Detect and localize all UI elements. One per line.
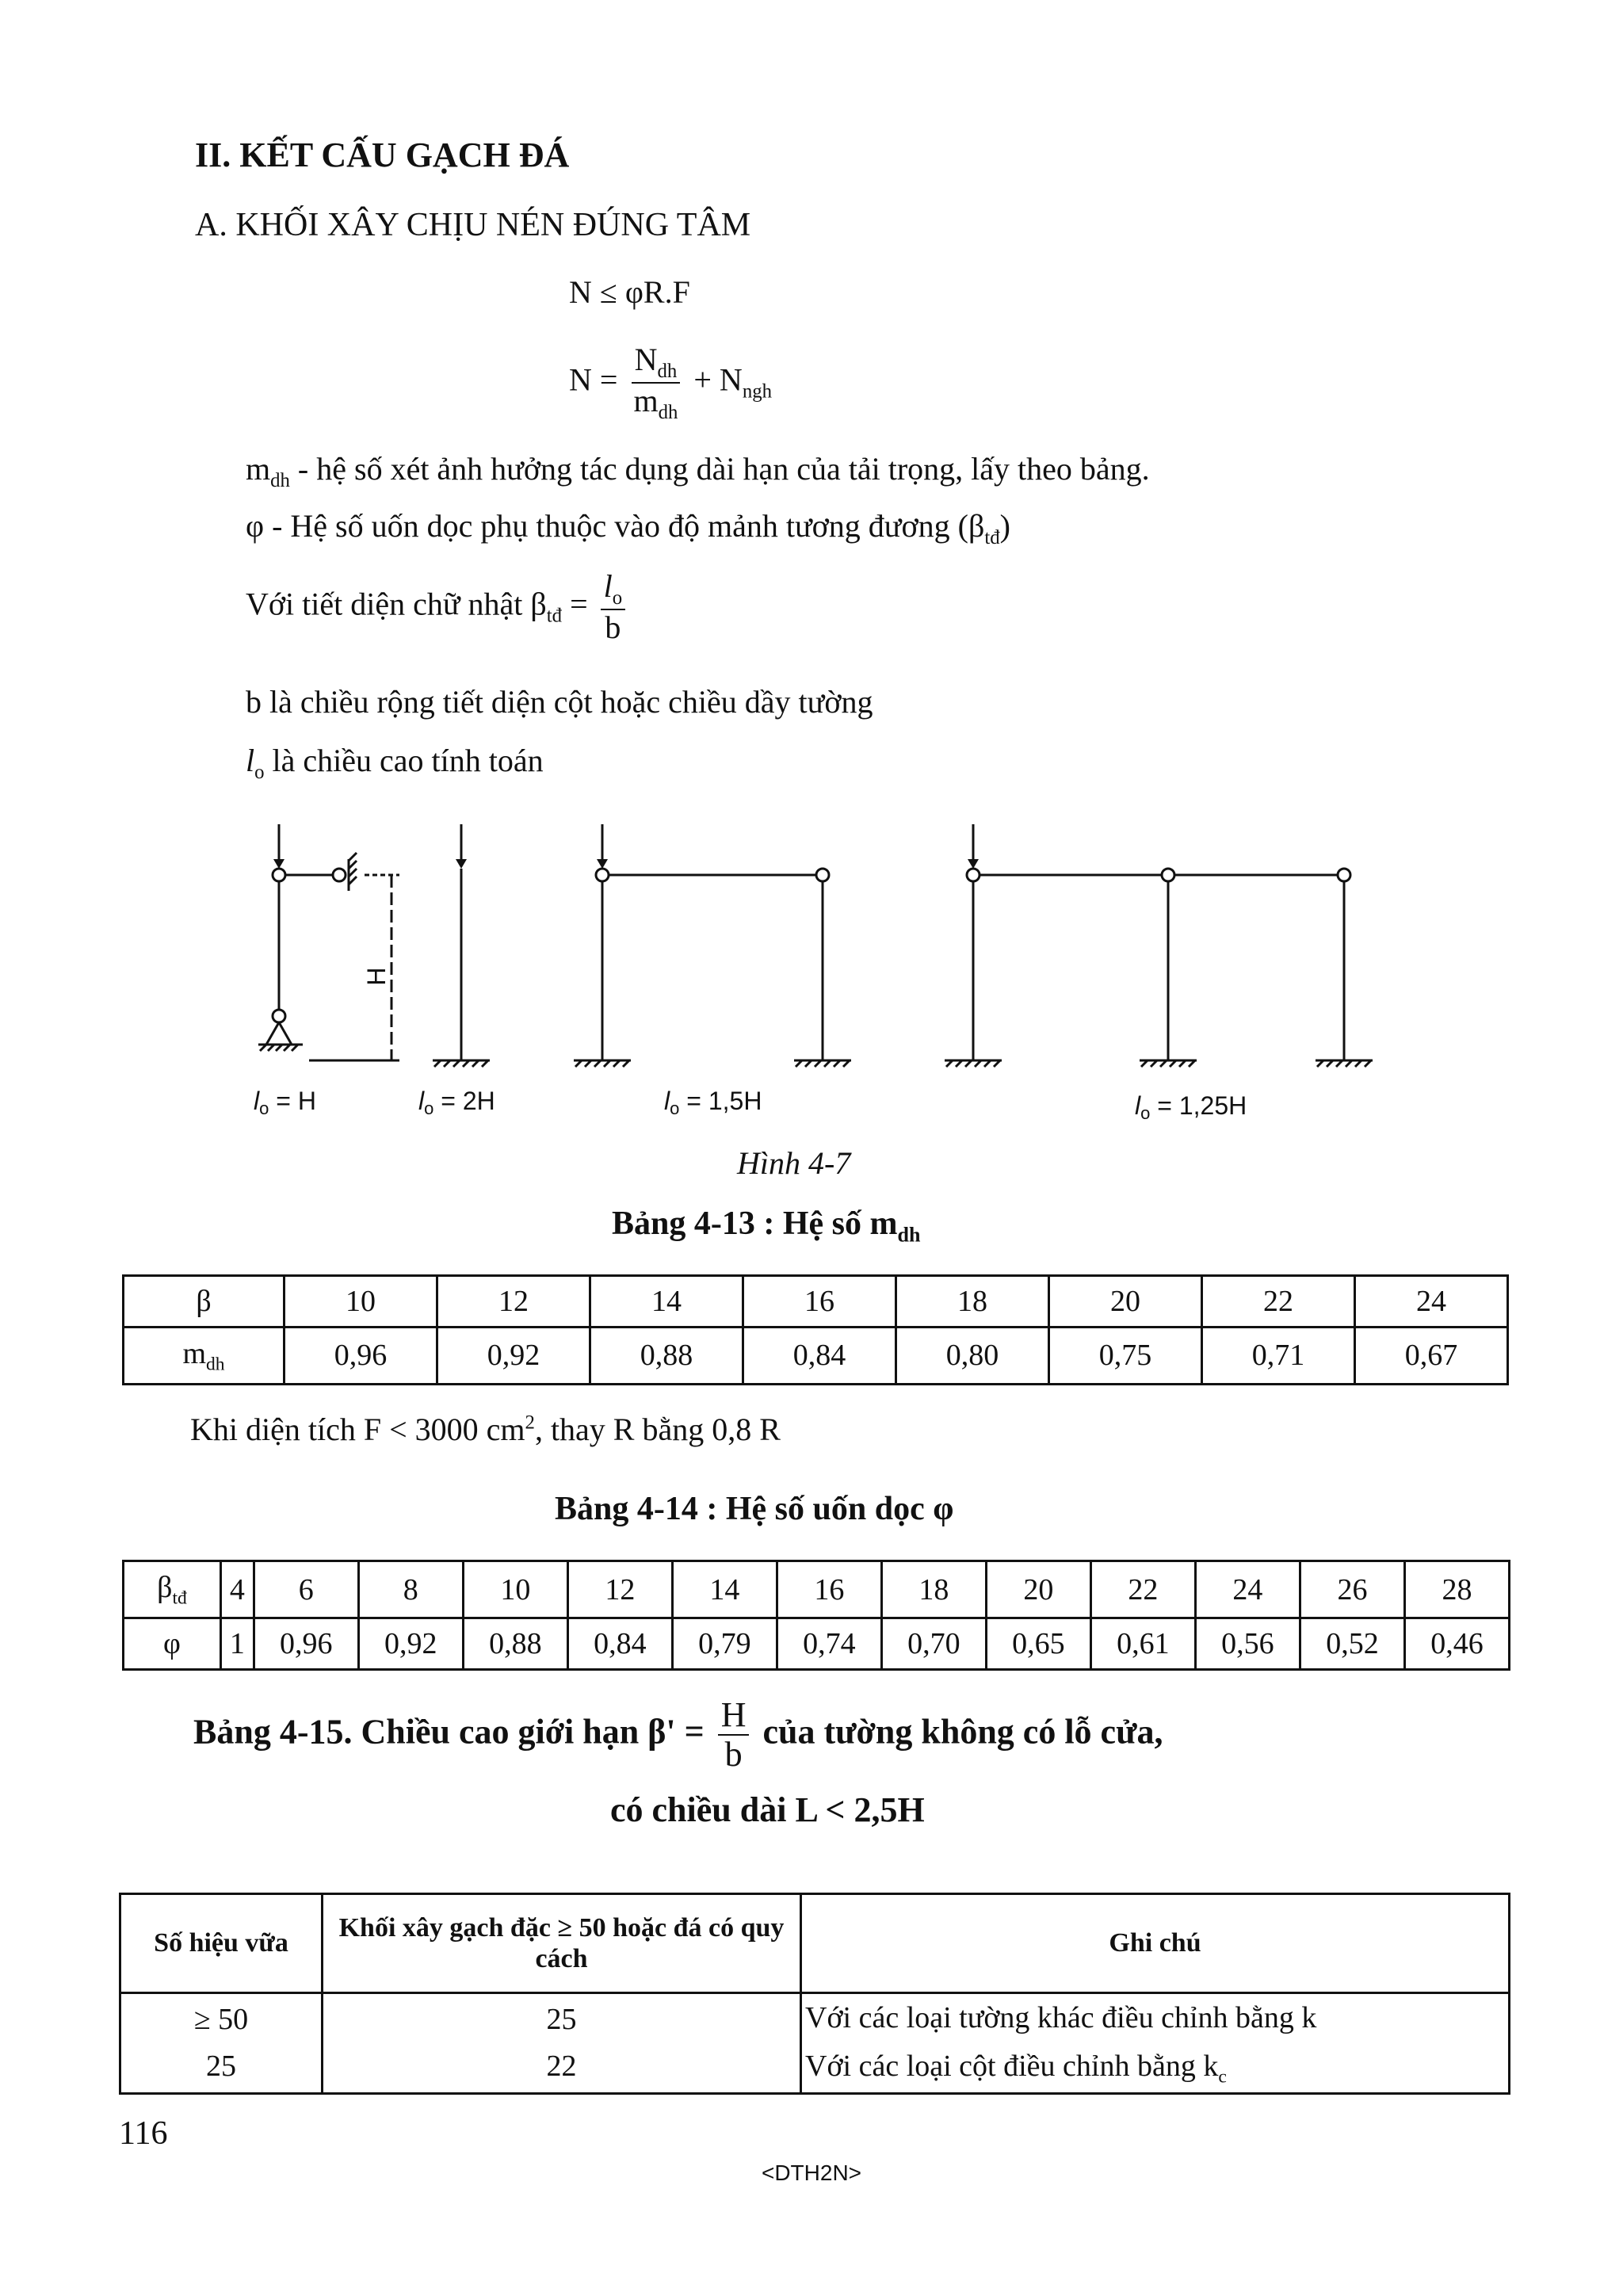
table15-body	[120, 1993, 1510, 2094]
rect-section-sub: tđ	[546, 605, 563, 627]
definition-b: b là chiều rộng tiết diện cột hoặc chiều dầy tường	[246, 684, 873, 720]
formula-axial-force	[569, 342, 772, 424]
subsection-title: A. KHỐI XÂY CHỊU NÉN ĐÚNG TÂM	[195, 207, 751, 243]
section-title: II. KẾT CẤU GẠCH ĐÁ	[195, 136, 570, 174]
l0-text: là chiều cao tính toán	[264, 743, 544, 778]
row-label-beta: β	[124, 1276, 285, 1328]
table-row-phi	[124, 1618, 1510, 1670]
table-cell: 10	[285, 1276, 437, 1328]
table-cell: 0,84	[567, 1618, 672, 1670]
l0-symbol: l	[246, 743, 255, 778]
formula-strength: N ≤ φR.F	[569, 274, 690, 310]
table-cell: 0,71	[1202, 1327, 1355, 1384]
table13-caption	[612, 1205, 920, 1247]
table-cell: 14	[672, 1561, 777, 1618]
fraction-denominator: m	[633, 383, 659, 419]
table-cell: 18	[881, 1561, 986, 1618]
mortar-value: 25	[206, 2050, 236, 2084]
table-cell: 0,79	[672, 1618, 777, 1670]
formula-lhs: N =	[569, 361, 618, 398]
table15-note-cell	[801, 1993, 1510, 2094]
table-cell: 16	[777, 1561, 881, 1618]
figure-caption: Hình 4-7	[737, 1145, 851, 1181]
figure-effective-length	[230, 808, 1403, 1141]
row-label-beta-td-sub: tđ	[172, 1587, 187, 1609]
note-line	[805, 2043, 1507, 2092]
table-mdh	[122, 1274, 1509, 1385]
header-masonry: Khối xây gạch đặc ≥ 50 hoặc đá có quy cách	[323, 1894, 801, 1993]
table-cell: 12	[567, 1561, 672, 1618]
table-row-mdh	[124, 1327, 1508, 1384]
table15-fraction-num: H	[718, 1696, 750, 1736]
row-label-mdh-sub: dh	[206, 1354, 225, 1375]
table15-fraction-den: b	[724, 1735, 743, 1775]
table-cell: 0,61	[1090, 1618, 1195, 1670]
rect-section-text: Với tiết diện chữ nhật β	[246, 586, 547, 622]
table15-mortar-cell	[120, 1993, 323, 2094]
rect-section-eq: =	[562, 586, 588, 622]
table-cell: 0,84	[743, 1327, 896, 1384]
table-cell: 0,70	[881, 1618, 986, 1670]
table15-value-cell	[323, 1993, 801, 2094]
table-row-beta	[124, 1276, 1508, 1328]
formula-plus-term: + N	[693, 361, 743, 398]
row-label-mdh-text: m	[182, 1336, 206, 1370]
label-l0-H: lo = H	[254, 1087, 316, 1118]
table-cell: 28	[1404, 1561, 1509, 1618]
table-cell: 26	[1300, 1561, 1404, 1618]
table15-header-row	[120, 1894, 1510, 1993]
l0-symbol-sub: o	[254, 762, 265, 783]
table-cell: 20	[986, 1561, 1090, 1618]
note-area	[190, 1411, 781, 1448]
table13-caption-sub: dh	[897, 1223, 921, 1247]
table-cell: 0,46	[1404, 1618, 1509, 1670]
slenderness-numerator: l	[603, 568, 613, 604]
table-cell: 0,92	[358, 1618, 463, 1670]
header-notes: Ghi chú	[801, 1894, 1510, 1993]
note-area-sup: 2	[525, 1412, 535, 1434]
note-area-text2: , thay R bằng 0,8 R	[534, 1412, 781, 1447]
table15-caption	[193, 1696, 1163, 1775]
label-l0-2H: lo = 2H	[418, 1087, 495, 1118]
table-cell: 1	[221, 1618, 254, 1670]
table15-caption-b: của tường không có lỗ cửa,	[762, 1712, 1163, 1752]
footer-code: <DTH2N>	[761, 2160, 862, 2185]
row-label-phi: φ	[124, 1618, 221, 1670]
phi-close: )	[999, 508, 1010, 544]
definition-mdh	[246, 450, 1150, 492]
table15-caption-line2: có chiều dài L < 2,5H	[610, 1790, 925, 1829]
note-line	[805, 1995, 1507, 2043]
table-cell: 0,52	[1300, 1618, 1404, 1670]
table-cell: 22	[1090, 1561, 1195, 1618]
table14-caption: Bảng 4-14 : Hệ số uốn dọc φ	[555, 1491, 954, 1527]
slenderness-fraction	[601, 569, 626, 645]
table-cell: 0,67	[1355, 1327, 1508, 1384]
note-text: Với các loại cột điều chỉnh bằng k	[805, 2050, 1219, 2084]
mdh-text: - hệ số xét ảnh hưởng tác dụng dài hạn của tải trọng, lấy theo bảng.	[289, 451, 1150, 487]
phi-text: φ - Hệ số uốn dọc phụ thuộc vào độ mảnh tương đương (β	[246, 508, 985, 544]
slenderness-numerator-sub: o	[612, 587, 623, 609]
page-number: 116	[119, 2115, 168, 2152]
label-l0-1-5H: lo = 1,5H	[664, 1087, 762, 1118]
table-cell: 0,92	[437, 1327, 590, 1384]
table-cell: 12	[437, 1276, 590, 1328]
table-cell: 0,96	[285, 1327, 437, 1384]
label-H: H	[362, 967, 391, 986]
row-label-beta-td-text: β	[157, 1570, 173, 1604]
row-label-mdh	[124, 1327, 285, 1384]
table-cell: 0,88	[463, 1618, 567, 1670]
fraction-numerator-sub: dh	[657, 361, 678, 382]
table15-caption-a: Bảng 4-15. Chiều cao giới hạn β' =	[193, 1712, 705, 1752]
table-cell: 8	[358, 1561, 463, 1618]
note-area-text: Khi diện tích F < 3000 cm	[190, 1412, 525, 1447]
frame-portal-double	[945, 824, 1373, 1067]
label-l0-1-25H: lo = 1,25H	[1135, 1091, 1247, 1123]
table-cell: 0,65	[986, 1618, 1090, 1670]
table-cell: 10	[463, 1561, 567, 1618]
table-row-beta-td	[124, 1561, 1510, 1618]
definition-phi	[246, 507, 1010, 549]
table-limit-height	[119, 1893, 1510, 2095]
table-cell: 22	[1202, 1276, 1355, 1328]
mdh-symbol: m	[246, 451, 271, 487]
table-cell: 0,74	[777, 1618, 881, 1670]
frame-cantilever	[433, 824, 490, 1067]
table-cell: 0,96	[254, 1618, 358, 1670]
note-text-sub: c	[1218, 2066, 1227, 2088]
table-cell: 6	[254, 1561, 358, 1618]
table-cell: 18	[896, 1276, 1049, 1328]
frame-portal-single	[574, 824, 851, 1067]
table-cell: 0,56	[1195, 1618, 1300, 1670]
table-cell: 24	[1195, 1561, 1300, 1618]
table-cell: 16	[743, 1276, 896, 1328]
fraction-denominator-sub: dh	[658, 402, 678, 424]
table-cell: 20	[1049, 1276, 1202, 1328]
table-cell: 0,80	[896, 1327, 1049, 1384]
rect-section-formula	[246, 569, 630, 645]
table-phi	[122, 1560, 1510, 1671]
phi-text-sub: tđ	[984, 527, 1000, 548]
definition-l0	[246, 742, 544, 784]
table-cell: 0,88	[590, 1327, 743, 1384]
mortar-value: ≥ 50	[193, 2003, 249, 2037]
fraction-numerator: N	[634, 342, 658, 377]
table-cell: 4	[221, 1561, 254, 1618]
table-cell: 24	[1355, 1276, 1508, 1328]
limit-value: 22	[546, 2050, 577, 2084]
table-cell: 14	[590, 1276, 743, 1328]
limit-value: 25	[546, 2003, 577, 2037]
note-text: Với các loại tường khác điều chỉnh bằng k	[805, 2001, 1317, 2034]
slenderness-denominator: b	[605, 609, 621, 646]
table13-caption-text: Bảng 4-13 : Hệ số m	[612, 1205, 898, 1242]
formula-plus-term-sub: ngh	[742, 380, 773, 403]
header-mortar: Số hiệu vữa	[120, 1894, 323, 1993]
frame-pinned-pinned	[258, 824, 399, 1060]
row-label-beta-td	[124, 1561, 221, 1618]
formula-fraction	[630, 342, 681, 424]
table15-fraction	[718, 1696, 750, 1775]
mdh-symbol-sub: dh	[270, 470, 290, 491]
table-cell: 0,75	[1049, 1327, 1202, 1384]
